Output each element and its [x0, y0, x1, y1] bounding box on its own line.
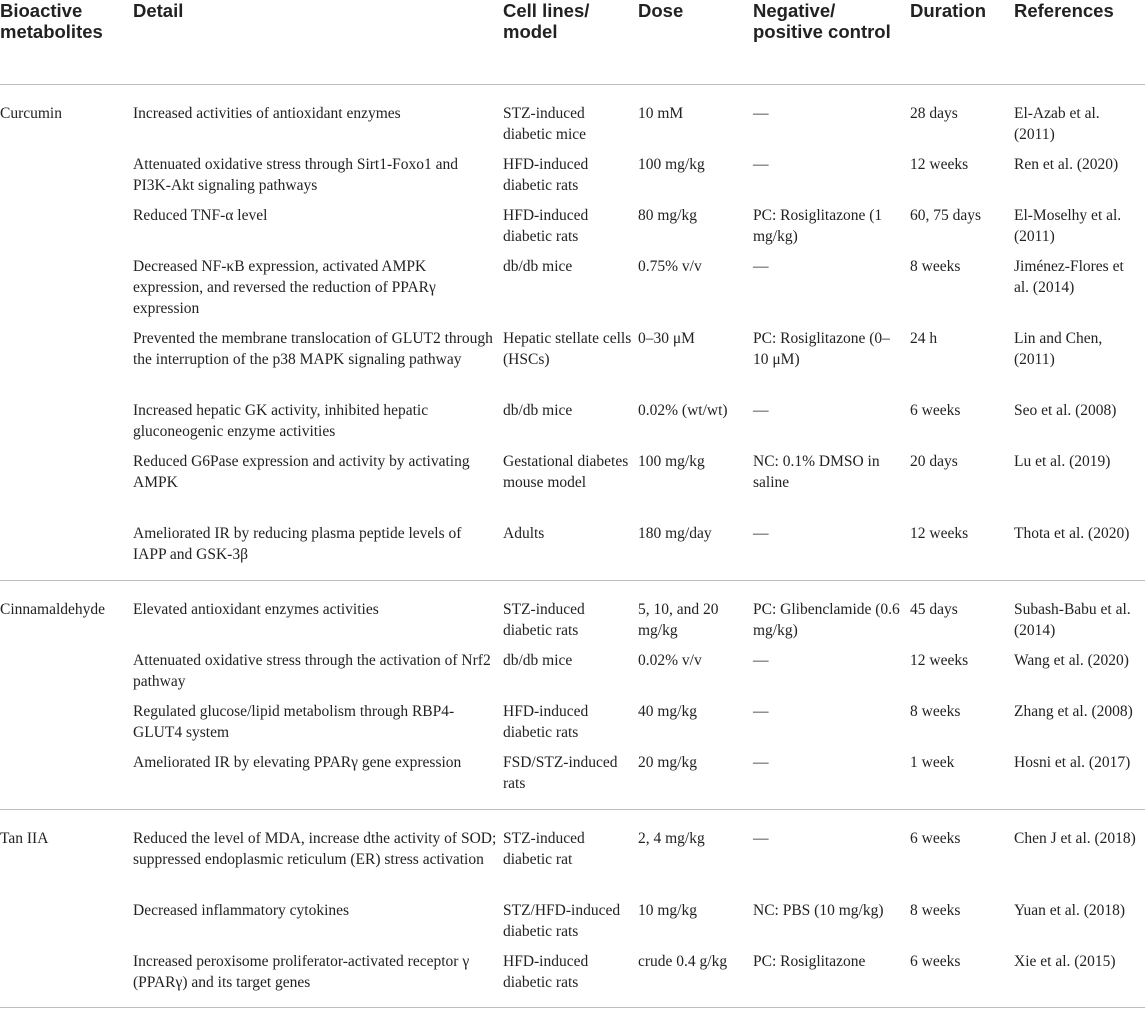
table-row	[0, 701, 1145, 752]
cell-dose: 180 mg/day	[638, 524, 712, 542]
cell-duration: 1 week	[910, 753, 955, 771]
cell-duration: 12 weeks	[910, 524, 969, 542]
cell-duration: 12 weeks	[910, 651, 969, 669]
cell-dose: 0.75% v/v	[638, 257, 702, 275]
header-cell: Duration	[910, 0, 987, 21]
cell-ref: Hosni et al. (2017)	[1014, 753, 1131, 771]
cell-model: STZ-induced diabetic rats	[503, 601, 585, 639]
group-divider	[0, 1007, 1145, 1008]
cell-ref: Thota et al. (2020)	[1014, 524, 1130, 542]
cell-ref: El-Moselhy et al. (2011)	[1014, 206, 1122, 245]
cell-detail: Increased hepatic GK activity, inhibited hepatic gluconeogenic enzyme activities	[133, 401, 429, 440]
header-cell: Detail	[133, 0, 184, 21]
cell-detail: Decreased NF-κB expression, activated AMPK expression, and reversed the reduction of PPARγ expression	[133, 257, 436, 317]
cell-duration: 8 weeks	[910, 702, 961, 720]
cell-dose: 100 mg/kg	[638, 452, 705, 470]
cell-dose: 0–30 μM	[638, 329, 695, 347]
cell-model: HFD-induced diabetic rats	[503, 952, 589, 991]
cell-control: PC: Rosiglitazone (0–10 μM)	[753, 329, 890, 368]
cell-control: —	[753, 155, 769, 173]
cell-model: db/db mice	[503, 401, 573, 419]
table-row	[0, 810, 1145, 900]
metabolite-name	[0, 523, 133, 580]
metabolite-name	[0, 256, 133, 328]
cell-ref: El-Azab et al. (2011)	[1014, 105, 1100, 143]
cell-control: —	[753, 702, 769, 720]
cell-dose: 5, 10, and 20 mg/kg	[638, 601, 719, 639]
cell-dose: 100 mg/kg	[638, 155, 705, 173]
metabolite-name	[0, 400, 133, 451]
cell-ref: Jiménez-Flores et al. (2014)	[1014, 257, 1124, 296]
cell-detail: Ameliorated IR by reducing plasma peptide levels of IAPP and GSK-3β	[133, 524, 462, 563]
cell-duration: 6 weeks	[910, 830, 961, 847]
cell-model: db/db mice	[503, 651, 573, 669]
cell-duration: 60, 75 days	[910, 206, 982, 224]
cell-dose: 20 mg/kg	[638, 753, 697, 771]
table-row	[0, 523, 1145, 580]
cell-detail: Ameliorated IR by elevating PPARγ gene expression	[133, 753, 462, 771]
cell-ref: Ren et al. (2020)	[1014, 155, 1119, 173]
cell-model: STZ/HFD-induced diabetic rats	[503, 901, 621, 940]
metabolite-name: Tan IIA	[0, 830, 49, 847]
cell-dose: crude 0.4 g/kg	[638, 952, 728, 970]
cell-model: db/db mice	[503, 257, 573, 275]
metabolite-name	[0, 951, 133, 1007]
cell-model: Gestational diabetes mouse model	[503, 452, 629, 491]
cell-detail: Attenuated oxidative stress through the activation of Nrf2 pathway	[133, 651, 491, 690]
cell-duration: 8 weeks	[910, 901, 961, 919]
table-row	[0, 581, 1145, 650]
cell-duration: 8 weeks	[910, 257, 961, 275]
metabolite-name	[0, 752, 133, 809]
cell-duration: 28 days	[910, 105, 958, 122]
table-row	[0, 900, 1145, 951]
cell-detail: Reduced the level of MDA, increase dthe activity of SOD; suppressed endoplasmic reticulum (ER) stress activation	[133, 830, 497, 868]
metabolite-name	[0, 701, 133, 752]
cell-model: HFD-induced diabetic rats	[503, 206, 589, 245]
cell-model: HFD-induced diabetic rats	[503, 155, 589, 194]
cell-detail: Elevated antioxidant enzymes activities	[133, 601, 379, 618]
cell-duration: 24 h	[910, 329, 938, 347]
cell-ref: Lu et al. (2019)	[1014, 452, 1111, 470]
cell-duration: 6 weeks	[910, 952, 961, 970]
metabolite-name	[0, 205, 133, 256]
cell-model: FSD/STZ-induced rats	[503, 753, 618, 792]
cell-control: PC: Rosiglitazone	[753, 952, 866, 970]
cell-model: Hepatic stellate cells (HSCs)	[503, 329, 632, 368]
cell-control: PC: Glibenclamide (0.6 mg/kg)	[753, 601, 900, 639]
header-cell: Dose	[638, 0, 684, 21]
cell-detail: Increased peroxisome proliferator-activated receptor γ (PPARγ) and its target genes	[133, 952, 470, 991]
table-row	[0, 951, 1145, 1007]
cell-dose: 80 mg/kg	[638, 206, 697, 224]
cell-control: —	[753, 651, 769, 669]
cell-dose: 10 mg/kg	[638, 901, 697, 919]
cell-duration: 20 days	[910, 452, 958, 470]
cell-detail: Attenuated oxidative stress through Sirt1-Foxo1 and PI3K-Akt signaling pathways	[133, 155, 459, 194]
header-cell: Negative/ positive control	[753, 0, 891, 42]
cell-model: STZ-induced diabetic mice	[503, 105, 587, 143]
cell-ref: Wang et al. (2020)	[1014, 651, 1129, 669]
table-row	[0, 205, 1145, 256]
cell-detail: Regulated glucose/lipid metabolism through RBP4-GLUT4 system	[133, 702, 455, 741]
table-row	[0, 85, 1145, 154]
cell-detail: Prevented the membrane translocation of GLUT2 through the interruption of the p38 MAPK signaling pathway	[133, 329, 493, 368]
cell-dose: 0.02% (wt/wt)	[638, 401, 728, 419]
cell-duration: 6 weeks	[910, 401, 961, 419]
cell-detail: Decreased inflammatory cytokines	[133, 901, 350, 919]
table-row	[0, 451, 1145, 523]
metabolite-name	[0, 900, 133, 951]
cell-dose: 40 mg/kg	[638, 702, 697, 720]
header-cell: Bioactive metabolites	[0, 0, 103, 42]
table-row	[0, 328, 1145, 400]
cell-control: PC: Rosiglitazone (1 mg/kg)	[753, 206, 883, 245]
cell-model: Adults	[503, 524, 545, 542]
cell-ref: Chen J et al. (2018)	[1014, 830, 1136, 847]
cell-dose: 10 mM	[638, 105, 684, 122]
cell-dose: 0.02% v/v	[638, 651, 702, 669]
table-row	[0, 154, 1145, 205]
cell-detail: Increased activities of antioxidant enzymes	[133, 105, 401, 122]
table-row	[0, 400, 1145, 451]
cell-control: —	[753, 257, 769, 275]
cell-ref: Subash-Babu et al. (2014)	[1014, 601, 1131, 639]
cell-ref: Yuan et al. (2018)	[1014, 901, 1126, 919]
table-row	[0, 256, 1145, 328]
cell-ref: Lin and Chen, (2011)	[1014, 329, 1103, 368]
table-row	[0, 650, 1145, 701]
metabolite-name: Curcumin	[0, 105, 62, 122]
cell-control: NC: PBS (10 mg/kg)	[753, 901, 884, 919]
cell-ref: Zhang et al. (2008)	[1014, 702, 1133, 720]
cell-detail: Reduced TNF-α level	[133, 206, 268, 224]
metabolite-name	[0, 328, 133, 400]
table-row	[0, 752, 1145, 809]
cell-control: NC: 0.1% DMSO in saline	[753, 452, 880, 491]
cell-dose: 2, 4 mg/kg	[638, 830, 705, 847]
cell-ref: Xie et al. (2015)	[1014, 952, 1116, 970]
header-row	[0, 0, 1145, 85]
cell-model: HFD-induced diabetic rats	[503, 702, 589, 741]
metabolite-name	[0, 650, 133, 701]
header-cell: References	[1014, 0, 1114, 21]
cell-ref: Seo et al. (2008)	[1014, 401, 1117, 419]
cell-control: —	[753, 753, 769, 771]
cell-detail: Reduced G6Pase expression and activity by activating AMPK	[133, 452, 470, 491]
metabolite-name	[0, 154, 133, 205]
cell-control: —	[753, 524, 769, 542]
cell-duration: 12 weeks	[910, 155, 969, 173]
cell-control: —	[753, 401, 769, 419]
cell-duration: 45 days	[910, 601, 958, 618]
cell-model: STZ-induced diabetic rat	[503, 830, 585, 868]
cell-control: —	[753, 105, 769, 122]
metabolite-name: Cinnamaldehyde	[0, 601, 106, 618]
metabolite-name	[0, 451, 133, 523]
header-cell: Cell lines/ model	[503, 0, 590, 42]
cell-control: —	[753, 830, 769, 847]
